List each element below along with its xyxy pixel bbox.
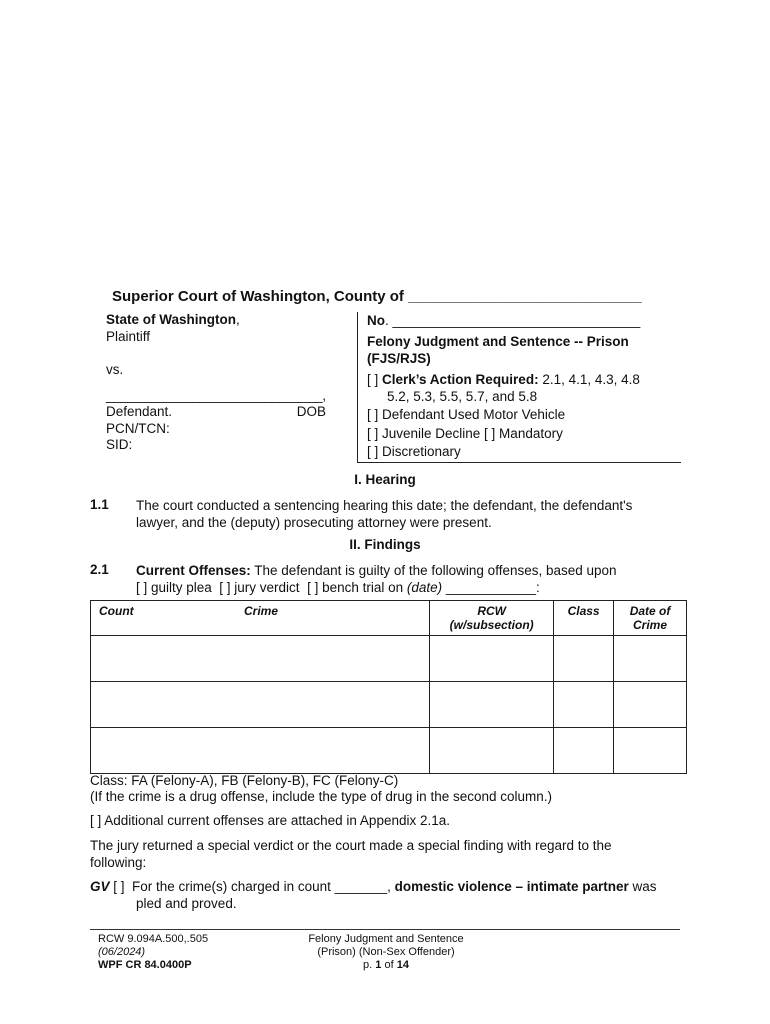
- footer-page-num: 1: [375, 959, 382, 971]
- footer-title-1: Felony Judgment and Sentence: [308, 933, 464, 945]
- para-2-1-number: 2.1: [90, 562, 109, 577]
- rcw-cell[interactable]: [430, 682, 554, 728]
- table-row: [91, 636, 687, 682]
- caption-bottom-rule: [357, 462, 681, 463]
- plaintiff-comma: ,: [236, 312, 240, 327]
- dob-label: DOB: [296, 404, 326, 419]
- pcn-label: PCN/TCN:: [106, 420, 170, 436]
- hearing-heading: I. Hearing: [354, 472, 416, 487]
- vs-label: vs.: [106, 362, 124, 377]
- date-cell[interactable]: [614, 728, 687, 774]
- count-header: Count: [99, 604, 134, 618]
- table-row: [91, 682, 687, 728]
- caption-right: [367, 312, 677, 460]
- footer-page-of: of: [381, 959, 397, 971]
- gv-text-end: was: [628, 879, 657, 894]
- para-1-1-line1: The court conducted a sentencing hearing this date; the defendant, the defendant's: [136, 498, 633, 513]
- rcw-header: [430, 601, 554, 636]
- crime-header: Crime: [244, 604, 279, 618]
- gv-bold-text: domestic violence – intimate partner: [394, 879, 629, 894]
- plaintiff-name: State of Washington: [106, 312, 236, 327]
- defendant-label: Defendant.: [106, 404, 173, 419]
- date-cell[interactable]: [614, 636, 687, 682]
- case-number-blank: . _________________________________: [385, 313, 641, 328]
- class-cell[interactable]: [554, 728, 614, 774]
- footer-left: [98, 933, 208, 972]
- class-cell[interactable]: [554, 636, 614, 682]
- date-blank[interactable]: ____________:: [442, 580, 540, 595]
- doc-title-line1: Felony Judgment and Sentence -- Prison: [367, 333, 629, 349]
- gv-finding: [90, 878, 690, 912]
- footer-date: (06/2024): [98, 946, 146, 958]
- offense-table: [90, 600, 687, 774]
- current-offenses-text: The defendant is guilty of the following offenses, based upon: [250, 563, 617, 578]
- crime-cell[interactable]: [91, 636, 430, 682]
- clerk-sections-2: 5.2, 5.3, 5.5, 5.7, and 5.8: [387, 389, 538, 404]
- footer-form-id: WPF CR 84.0400P: [98, 959, 192, 971]
- rcw-cell[interactable]: [430, 728, 554, 774]
- para-2-1-text: [136, 562, 696, 596]
- special-verdict-line1: The jury returned a special verdict or the court made a special finding with regard to the: [90, 838, 612, 853]
- class-cell[interactable]: [554, 682, 614, 728]
- offense-table-header: [91, 601, 687, 636]
- date-label: (date): [406, 580, 443, 595]
- gv-label: GV: [90, 879, 110, 894]
- juvenile-decline-option[interactable]: [ ] Juvenile Decline [ ] Mandatory: [367, 426, 563, 441]
- discretionary-option[interactable]: [ ] Discretionary: [367, 443, 461, 459]
- rcw-header-line1: RCW: [477, 604, 506, 618]
- caption-left: [106, 312, 356, 454]
- doc-title-line2: (FJS/RJS): [367, 351, 431, 366]
- caption-divider: [357, 312, 358, 462]
- para-1-1-line2: lawyer, and the (deputy) prosecuting attorney were present.: [136, 515, 492, 530]
- clerk-sections-1: 2.1, 4.1, 4.3, 4.8: [542, 371, 640, 387]
- class-notes: [90, 773, 690, 805]
- findings-heading: II. Findings: [349, 537, 421, 552]
- current-offenses-label: Current Offenses:: [136, 563, 251, 578]
- para-1-1-number: 1.1: [90, 497, 109, 512]
- defendant-blank-line: ______________________________,: [106, 387, 326, 403]
- verdict-options[interactable]: [ ] guilty plea [ ] jury verdict [ ] bench trial on: [136, 580, 407, 595]
- table-row: [91, 728, 687, 774]
- court-title: Superior Court of Washington, County of ____________________________: [112, 288, 642, 305]
- class-legend: Class: FA (Felony-A), FB (Felony-B), FC (Felony-C): [90, 773, 399, 788]
- rcw-cell[interactable]: [430, 636, 554, 682]
- date-cell[interactable]: [614, 682, 687, 728]
- footer-center: [236, 933, 536, 972]
- count-crime-header: [91, 601, 430, 636]
- special-verdict-line2: following:: [90, 855, 147, 870]
- date-header-line2: Crime: [633, 618, 668, 632]
- clerk-action-label: Clerk’s Action Required:: [382, 371, 539, 387]
- sid-label: SID:: [106, 437, 133, 452]
- gv-line2: pled and proved.: [136, 896, 237, 911]
- footer-page-prefix: p.: [363, 959, 376, 971]
- footer-title-2: (Prison) (Non-Sex Offender): [317, 946, 455, 958]
- drug-note: (If the crime is a drug offense, include the type of drug in the second column.): [90, 789, 553, 804]
- clerk-checkbox[interactable]: [ ]: [367, 371, 379, 387]
- class-header: Class: [554, 601, 614, 636]
- gv-checkbox-text[interactable]: [ ] For the crime(s) charged in count _______,: [109, 879, 395, 894]
- crime-cell[interactable]: [91, 682, 430, 728]
- para-1-1-text: [136, 497, 696, 531]
- plaintiff-role: Plaintiff: [106, 328, 151, 344]
- date-header-line1: Date of: [629, 604, 671, 618]
- special-verdict-text: [90, 837, 690, 871]
- footer-page-total: 14: [396, 959, 409, 971]
- rcw-header-line2: (w/subsection): [449, 618, 534, 632]
- footer-rule: [90, 929, 680, 930]
- case-number-label: No: [367, 313, 385, 328]
- appendix-option[interactable]: [ ] Additional current offenses are attached in Appendix 2.1a.: [90, 813, 450, 828]
- crime-cell[interactable]: [91, 728, 430, 774]
- motor-vehicle-option[interactable]: [ ] Defendant Used Motor Vehicle: [367, 406, 566, 422]
- date-header: [614, 601, 687, 636]
- footer-rcw: RCW 9.094A.500,.505: [98, 933, 209, 945]
